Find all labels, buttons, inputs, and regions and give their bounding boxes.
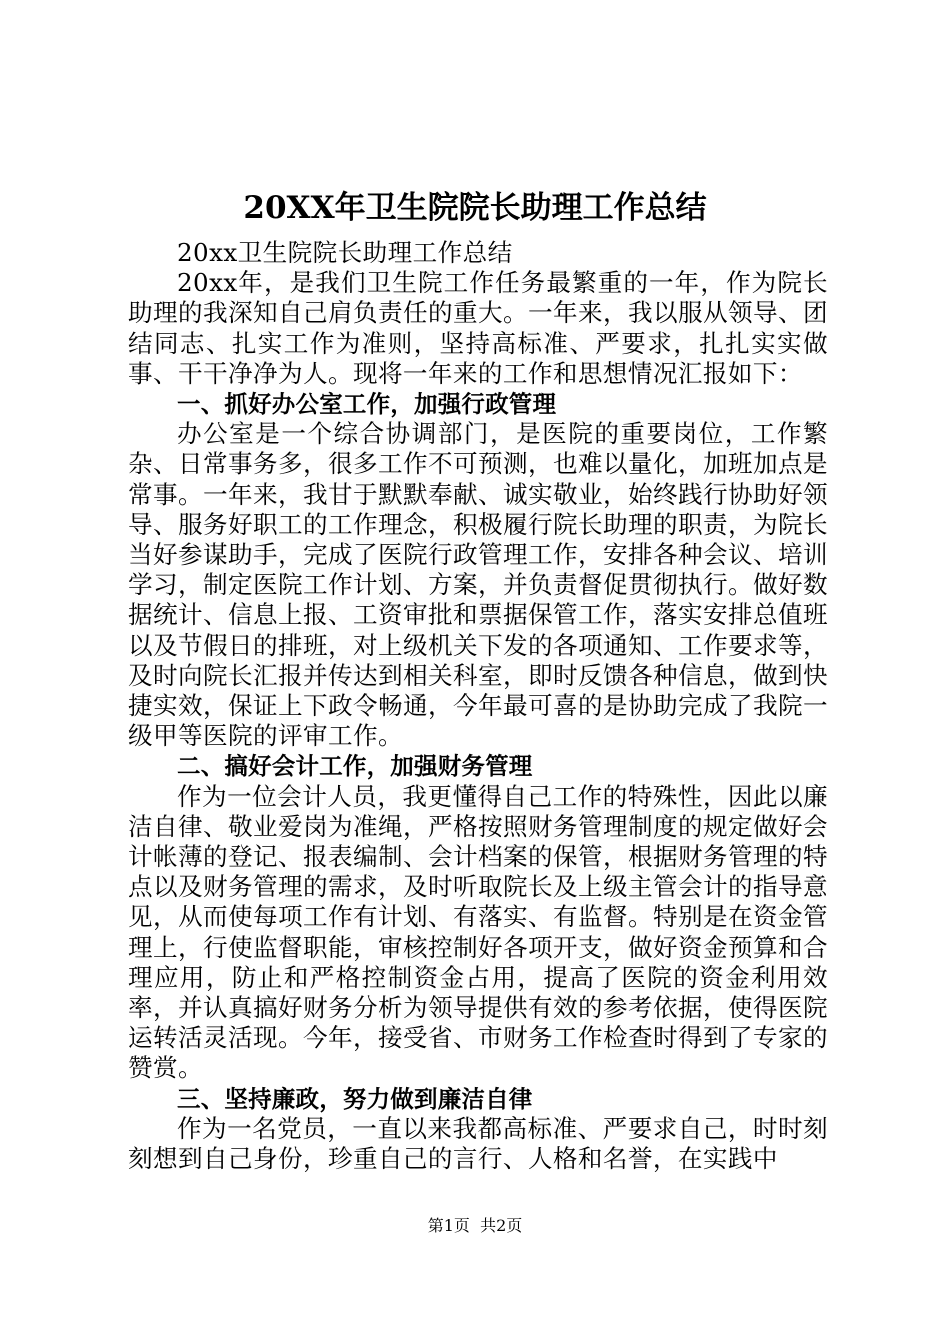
section-1-paragraph: 办公室是一个综合协调部门，是医院的重要岗位，工作繁杂、日常事务多，很多工作不可预测，也难以量化，加班加点是常事。一年来，我甘于默默奉献、诚实敬业，始终践行协助好领导、服务好职工的工作理念，积极履行院长助理的职责，为院长当好参谋助手，完成了医院行政管理工作，安排各种会议、培训学习，制定医院工作计划、方案，并负责督促贯彻执行。做好数据统计、信息上报、工资审批和票据保管工作，落实安排总值班以及节假日的排班，对上级机关下发的各项通知、工作要求等，及时向院长汇报并传达到相关科室，即时反馈各种信息，做到快捷实效，保证上下政令畅通，今年最可喜的是协助完成了我院一级甲等医院的评审工作。 bbox=[128, 419, 828, 751]
document-title: 20XX年卫生院院长助理工作总结 bbox=[243, 190, 707, 226]
section-3-heading: 三、坚持廉政，努力做到廉洁自律 bbox=[177, 1084, 533, 1113]
section-2-heading: 二、搞好会计工作，加强财务管理 bbox=[177, 752, 533, 781]
section-1-heading: 一、抓好办公室工作，加强行政管理 bbox=[177, 390, 557, 419]
subtitle-line: 20xx卫生院院长助理工作总结 bbox=[177, 238, 513, 267]
section-2-paragraph: 作为一位会计人员，我更懂得自己工作的特殊性，因此以廉洁自律、敬业爱岗为准绳，严格按照财务管理制度的规定做好会计帐薄的登记、报表编制、会计档案的保管，根据财务管理的特点以及财务管理的需求，及时听取院长及上级主管会计的指导意见，从而使每项工作有计划、有落实、有监督。特别是在资金管理上，行使监督职能，审核控制好各项开支，做好资金预算和合理应用，防止和严格控制资金占用，提高了医院的资金利用效率，并认真搞好财务分析为领导提供有效的参考依据，使得医院运转活灵活现。今年，接受省、市财务工作检查时得到了专家的赞赏。 bbox=[128, 781, 828, 1083]
page-number-footer: 第1页 共2页 bbox=[427, 1216, 523, 1235]
document-body bbox=[128, 238, 828, 1174]
section-3-paragraph: 作为一名党员，一直以来我都高标准、严要求自己，时时刻刻想到自己身份，珍重自己的言行、人格和名誉，在实践中 bbox=[128, 1113, 828, 1174]
intro-paragraph: 20xx年，是我们卫生院工作任务最繁重的一年，作为院长助理的我深知自己肩负责任的重大。一年来，我以服从领导、团结同志、扎实工作为准则，坚持高标准、严要求，扎扎实实做事、干干净净为人。现将一年来的工作和思想情况汇报如下： bbox=[128, 268, 828, 388]
